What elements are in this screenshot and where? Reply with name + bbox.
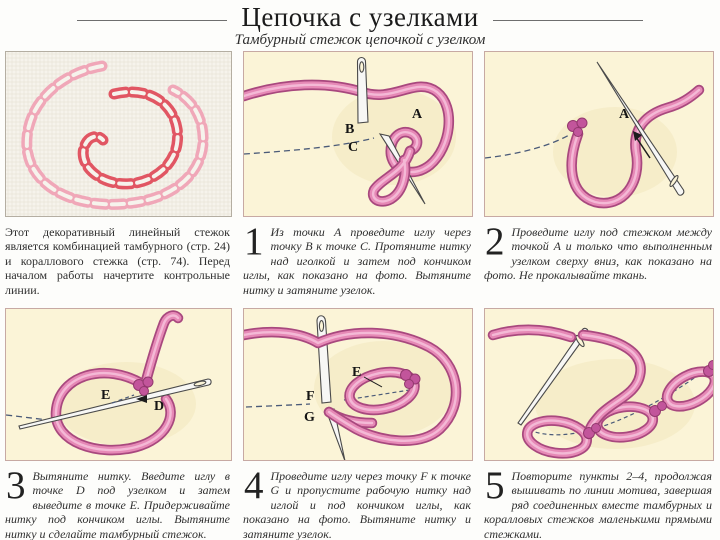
panel-step-5	[484, 308, 714, 540]
step-3-text: Вытяните нитку. Введите иглу в точке D под узелком и затем выведите в точке E. Придерживайте нитку под кончиком иглы. Вытяните нитку и сделайте тамбурный стежок.	[5, 469, 230, 540]
linen-fabric	[6, 52, 231, 216]
step-5-text: Повторите пункты 2–4, продолжая вышивать по линии мотива, завершая ряд соединенных вместе тамбурных и коралловых стежков маленькими прямыми стежками.	[484, 469, 712, 540]
step-3-number: 3	[6, 464, 26, 507]
step-1-diagram	[243, 51, 473, 217]
point-label-a: A	[619, 107, 630, 122]
step-4-diagram	[243, 308, 473, 461]
page-subtitle: Тамбурный стежок цепочкой с узелком	[234, 32, 486, 48]
step-1-caption	[243, 220, 473, 297]
title-rule-right	[493, 20, 643, 21]
panel-step-2	[484, 51, 714, 308]
point-label-e: E	[101, 388, 111, 403]
point-label-g: G	[304, 410, 315, 425]
panel-step-1	[243, 51, 473, 308]
step-2-number: 2	[485, 220, 505, 263]
step-4-number: 4	[244, 464, 264, 507]
point-label-c: C	[348, 140, 359, 155]
step-3-diagram	[5, 308, 232, 461]
step-4-text: Проведите иглу через точку F к точке G и пропустите рабочую нитку над иглой и под кончиком иглы, как показано на фото. Вытяните нитку и затяните узелок.	[243, 469, 471, 540]
point-label-d: D	[154, 399, 165, 414]
step-2-text: Проведите иглу под стежком между точкой A и только что выполненным узелком сверху вниз, как показано на фото. Не прокалывайте ткань.	[484, 225, 712, 283]
step-2-caption	[484, 220, 714, 283]
step-1-number: 1	[244, 220, 264, 263]
point-label-a: A	[412, 107, 423, 122]
step-3-caption	[5, 464, 232, 540]
step-5-diagram	[484, 308, 714, 461]
panel-photo	[5, 51, 232, 308]
step-5-caption	[484, 464, 714, 540]
point-label-e: E	[352, 365, 362, 380]
title-rule-left	[77, 20, 227, 21]
panel-step-3	[5, 308, 232, 540]
point-label-f: F	[306, 389, 315, 404]
stitch-sample-photo	[5, 51, 232, 217]
page-header	[0, 0, 720, 49]
step-4-caption	[243, 464, 473, 540]
step-2-diagram	[484, 51, 714, 217]
intro-caption: Этот декоративный линейный стежок является комбинацией тамбурного (стр. 24) и кораллового стежка (стр. 74). Перед началом работы начертите контрольные линии.	[5, 225, 230, 297]
step-5-number: 5	[485, 464, 505, 507]
panel-step-4	[243, 308, 473, 540]
step-1-text: Из точки A проведите иглу через точку B к точке C. Протяните нитку над иголкой и затем под кончиком иглы, как показано на фото. Вытяните нитку и затяните узелок.	[243, 225, 471, 297]
guide-dashed-line	[6, 415, 50, 420]
point-label-b: B	[345, 122, 355, 137]
guide-dashed-line	[246, 404, 310, 407]
page-title: Цепочка с узелками	[241, 2, 479, 32]
